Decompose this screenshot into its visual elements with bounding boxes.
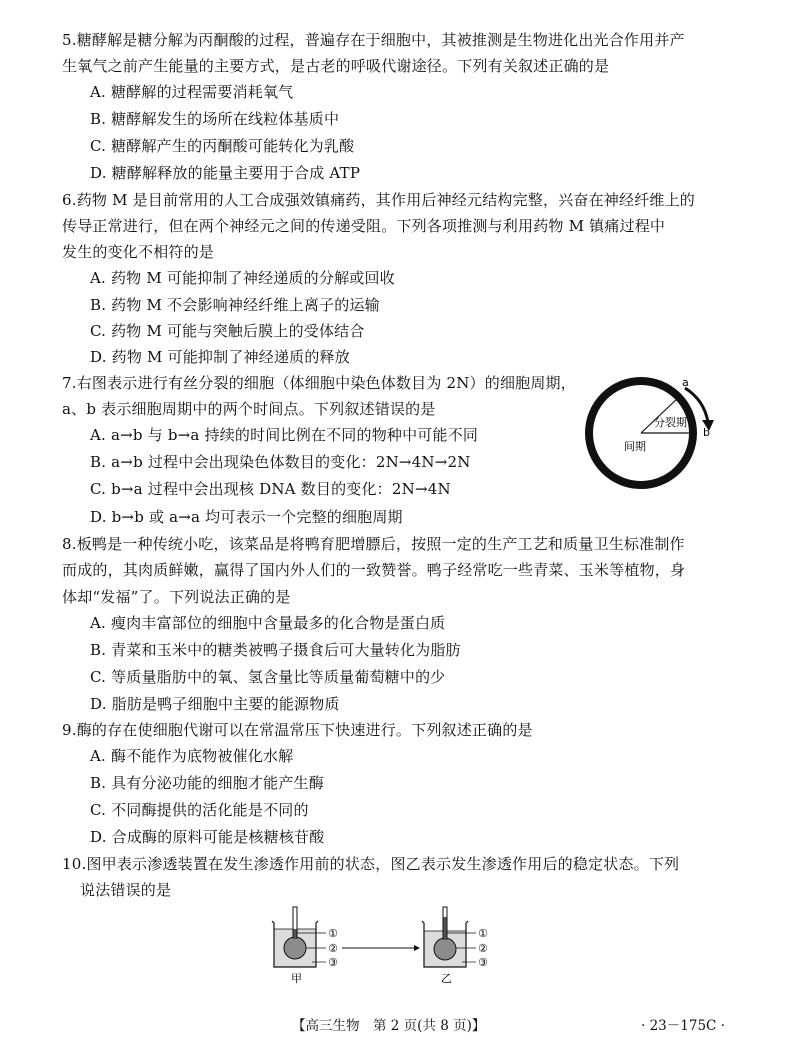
q6-option-a: A. 药物 M 可能抑制了神经递质的分解或回收 xyxy=(90,269,395,287)
q8-option-b: B. 青菜和玉米中的糖类被鸭子摄食后可大量转化为脂肪 xyxy=(90,641,461,659)
q9-option-a: A. 酶不能作为底物被催化水解 xyxy=(90,747,294,765)
q9-option-c: C. 不同酶提供的活化能是不同的 xyxy=(90,801,309,819)
q9-stem-line-1: 9.酶的存在使细胞代谢可以在常温常压下快速进行。下列叙述正确的是 xyxy=(62,721,533,739)
point-label-b: b xyxy=(703,426,710,439)
yi-mark-2: ② xyxy=(478,942,488,955)
beaker-yi-bulb xyxy=(434,938,456,960)
q10-stem-line-1: 10.图甲表示渗透装置在发生渗透作用前的状态，图乙表示发生渗透作用后的稳定状态。下列 xyxy=(62,855,680,873)
q7-stem-line-2: a、b 表示细胞周期中的两个时间点。下列叙述错误的是 xyxy=(62,400,436,418)
q6-stem-line-3: 发生的变化不相符的是 xyxy=(62,243,215,261)
label-interphase: 间期 xyxy=(624,440,646,453)
beaker-jia-tube-liquid xyxy=(294,929,297,938)
label-yi: 乙 xyxy=(441,972,452,985)
jia-mark-3: ③ xyxy=(328,956,338,969)
q7-stem-line-1: 7.右图表示进行有丝分裂的细胞（体细胞中染色体数目为 2N）的细胞周期， xyxy=(62,374,576,392)
jia-mark-1: ① xyxy=(328,927,338,940)
q7-option-d: D. b→b 或 a→a 均可表示一个完整的细胞周期 xyxy=(90,508,403,526)
q6-option-c: C. 药物 M 可能与突触后膜上的受体结合 xyxy=(90,322,365,340)
beaker-jia xyxy=(272,907,318,967)
cell-cycle-figure xyxy=(580,370,720,500)
q8-stem-line-1: 8.板鸭是一种传统小吃，该菜品是将鸭育肥增膘后，按照一定的生产工艺和质量卫生标准制作 xyxy=(62,535,685,553)
beaker-yi-tube-liquid xyxy=(444,917,447,939)
yi-mark-3: ③ xyxy=(478,956,488,969)
paper-code: · 23－175C · xyxy=(641,1018,725,1034)
q8-stem-line-3: 体却“发福”了。下列说法正确的是 xyxy=(62,588,291,606)
q6-stem-line-1: 6.药物 M 是目前常用的人工合成强效镇痛药，其作用后神经元结构完整，兴奋在神经纤维上的 xyxy=(62,191,696,209)
q6-option-b: B. 药物 M 不会影响神经纤维上离子的运输 xyxy=(90,296,380,314)
q10-stem-line-2: 说法错误的是 xyxy=(80,881,172,899)
q5-option-b: B. 糖酵解发生的场所在线粒体基质中 xyxy=(90,110,340,128)
page-footer-info: 【高三生物 第 2 页(共 8 页)】 xyxy=(292,1018,486,1034)
label-division-phase: 分裂期 xyxy=(654,416,687,429)
beaker-yi xyxy=(422,907,468,967)
q7-option-b: B. a→b 过程中会出现染色体数目的变化：2N→4N→2N xyxy=(90,453,471,471)
q6-stem-line-2: 传导正常进行，但在两个神经元之间的传递受阻。下列各项推测与利用药物 M 镇痛过程中 xyxy=(62,217,666,235)
q5-stem-line-1: 5.糖酵解是糖分解为丙酮酸的过程，普遍存在于细胞中，其被推测是生物进化出光合作用并产 xyxy=(62,31,685,49)
q6-option-d: D. 药物 M 可能抑制了神经递质的释放 xyxy=(90,348,350,366)
beaker-jia-bulb xyxy=(284,937,306,959)
transition-arrow-head xyxy=(414,945,420,951)
q8-stem-line-2: 而成的，其肉质鲜嫩，赢得了国内外人们的一致赞誉。鸭子经常吃一些青菜、玉米等植物，身 xyxy=(62,561,686,579)
q7-option-c: C. b→a 过程中会出现核 DNA 数目的变化：2N→4N xyxy=(90,480,451,498)
q9-option-b: B. 具有分泌功能的细胞才能产生酶 xyxy=(90,774,324,792)
osmosis-figure xyxy=(268,905,498,987)
q9-option-d: D. 合成酶的原料可能是核糖核苷酸 xyxy=(90,828,325,846)
label-jia: 甲 xyxy=(291,972,302,985)
q7-option-a: A. a→b 与 b→a 持续的时间比例在不同的物种中可能不同 xyxy=(90,426,479,444)
q5-option-c: C. 糖酵解产生的丙酮酸可能转化为乳酸 xyxy=(90,137,355,155)
q5-stem-line-2: 生氧气之前产生能量的主要方式，是古老的呼吸代谢途径。下列有关叙述正确的是 xyxy=(62,57,610,75)
q5-option-d: D. 糖酵解释放的能量主要用于合成 ATP xyxy=(90,164,361,182)
jia-mark-2: ② xyxy=(328,942,338,955)
q5-option-a: A. 糖酵解的过程需要消耗氧气 xyxy=(90,83,294,101)
point-label-a: a xyxy=(682,376,689,389)
q8-option-d: D. 脂肪是鸭子细胞中主要的能源物质 xyxy=(90,695,340,713)
q8-option-c: C. 等质量脂肪中的氧、氢含量比等质量葡萄糖中的少 xyxy=(90,668,446,686)
q8-option-a: A. 瘦肉丰富部位的细胞中含量最多的化合物是蛋白质 xyxy=(90,614,446,632)
yi-mark-1: ① xyxy=(478,927,488,940)
